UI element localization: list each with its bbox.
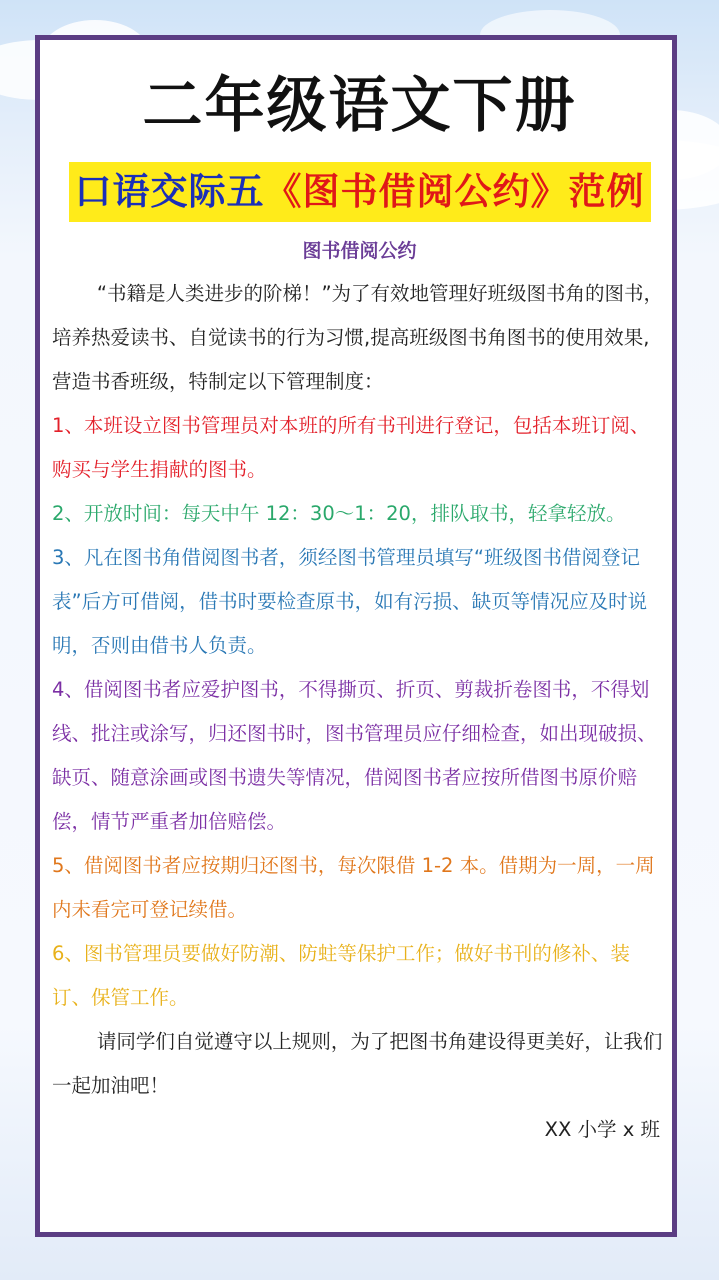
subtitle-banner [0, 162, 719, 222]
rule-item: 2、开放时间：每天中午 12：30～1：20，排队取书，轻拿轻放。 [52, 502, 626, 525]
rule-item: 4、借阅图书者应爱护图书，不得撕页、折页、剪裁折卷图书，不得划线、批注或涂写，归还图书时，图书管理员应仔细检查，如出现破损、缺页、随意涂画或图书遗失等情况，借阅图书者应按所借图书原价赔偿，情节严重者加倍赔偿。 [52, 678, 657, 833]
closing-paragraph: 请同学们自觉遵守以上规则，为了把图书角建设得更美好，让我们一起加油吧！ [52, 1030, 663, 1097]
intro-paragraph: “书籍是人类进步的阶梯！”为了有效地管理好班级图书角的图书，培养热爱读书、自觉读书的行为习惯,提高班级图书角图书的使用效果,营造书香班级，特制定以下管理制度： [52, 282, 664, 393]
document-heading: 图书借阅公约 [302, 240, 417, 262]
signature: XX 小学 x 班 [544, 1118, 660, 1141]
document-body [52, 272, 664, 1152]
rule-item: 1、本班设立图书管理员对本班的所有书刊进行登记，包括本班订阅、购买与学生捐献的图书。 [52, 414, 650, 481]
page-title: 二年级语文下册 [142, 71, 577, 141]
rule-item: 5、借阅图书者应按期归还图书，每次限借 1-2 本。借期为一周，一周内未看完可登记续借。 [52, 854, 655, 921]
rule-item: 6、图书管理员要做好防潮、防蛀等保护工作；做好书刊的修补、装订、保管工作。 [52, 942, 630, 1009]
subtitle-lesson: 口语交际五 [74, 170, 265, 213]
subtitle-highlight [69, 162, 651, 222]
subtitle-topic: 《图书借阅公约》范例 [264, 170, 645, 213]
rule-item: 3、凡在图书角借阅图书者，须经图书管理员填写“班级图书借阅登记表”后方可借阅，借书时要检查原书，如有污损、缺页等情况应及时说明，否则由借书人负责。 [52, 546, 648, 657]
